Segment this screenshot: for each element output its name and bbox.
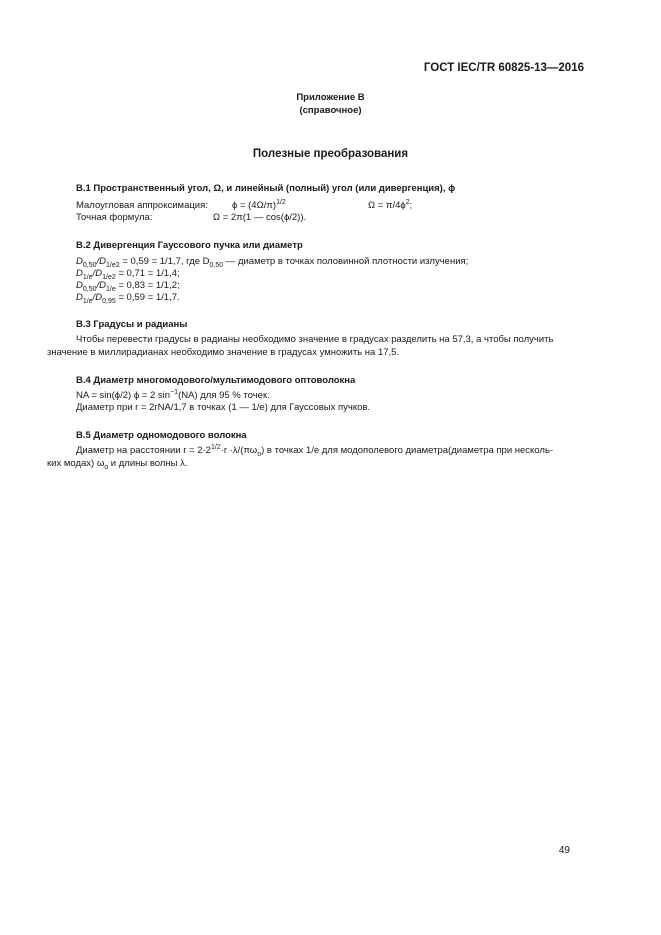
b3-line-2: значение в миллирадианах необходимо значение в градусах умножить на 17,5. (47, 347, 400, 358)
b5-line-1: Диаметр на расстоянии $r = 2\cdot 2^{1/2}\cdot r \cdot\lambda/(\pi\omega_o)$ в точках 1/e для модополевого диаметра(диаметра при несколь- (76, 443, 554, 458)
section-b4-title: В.4 Диаметр многомодового/мультимодового оптоволокна (76, 375, 356, 386)
section-b2-title: В.2 Дивергенция Гауссового пучка или диаметр (76, 240, 303, 251)
b1-small-angle-formula-2: $\Omega = \pi/4\phi^2$; (368, 198, 413, 211)
document-header-id: ГОСТ IEC/TR 60825-13—2016 (423, 62, 584, 74)
b4-line-2: Диаметр при r = 2rNA/1,7 в точках (1 — 1/e) для Гауссовых пучков. (76, 402, 371, 413)
b4-line-1: NA = sin(ϕ/2) ϕ = 2 $\sin^{-1}(NA)$ для 95 % точек. (76, 388, 270, 401)
section-b3-title: В.3 Градусы и радианы (76, 319, 188, 330)
b2-line-3: $D_{0,50}/D_{1/e} = 0,83 = 1/1,2$; (76, 280, 180, 293)
page-number: 49 (558, 845, 570, 856)
b5-line-2: ких модах) $\omega_o$ и длины волны λ. (47, 458, 188, 471)
b1-exact-label: Точная формула: (76, 212, 153, 223)
b3-line-1: Чтобы перевести градусы в радианы необходимо значение в градусах разделить на 57,3, а чтобы получить (76, 334, 554, 345)
b1-small-angle-label: Малоугловая аппроксимация: (76, 200, 208, 211)
annex-subtitle: (справочное) (299, 105, 362, 116)
b1-small-angle-formula-1: $\phi = (4\Omega/\pi)^{1/2}$ (232, 198, 286, 211)
b2-line-4: $D_{1/e}/D_{0,95} = 0,59 = 1/1,7$. (76, 292, 180, 305)
b2-line-2: $D_{1/e}/D_{1/e2} = 0,71 = 1/1,4$; (76, 268, 180, 281)
annex-title: Приложение В (296, 92, 365, 103)
page-heading: Полезные преобразования (252, 148, 409, 160)
b2-line-1: $D_{0,50}/D_{1/e2} = 0,59 = 1/1,7$, где $D_{0,50}$ — диаметр в точках половинной плотности излучения; (76, 256, 469, 269)
section-b5-title: В.5 Диаметр одномодового волокна (76, 430, 247, 441)
section-b1-title: В.1 Пространственный угол, Ω, и линейный (полный) угол (или дивергенция), ϕ (76, 183, 456, 194)
b1-exact-formula: Ω = 2π(1 — cos(ϕ/2)). (213, 212, 307, 223)
